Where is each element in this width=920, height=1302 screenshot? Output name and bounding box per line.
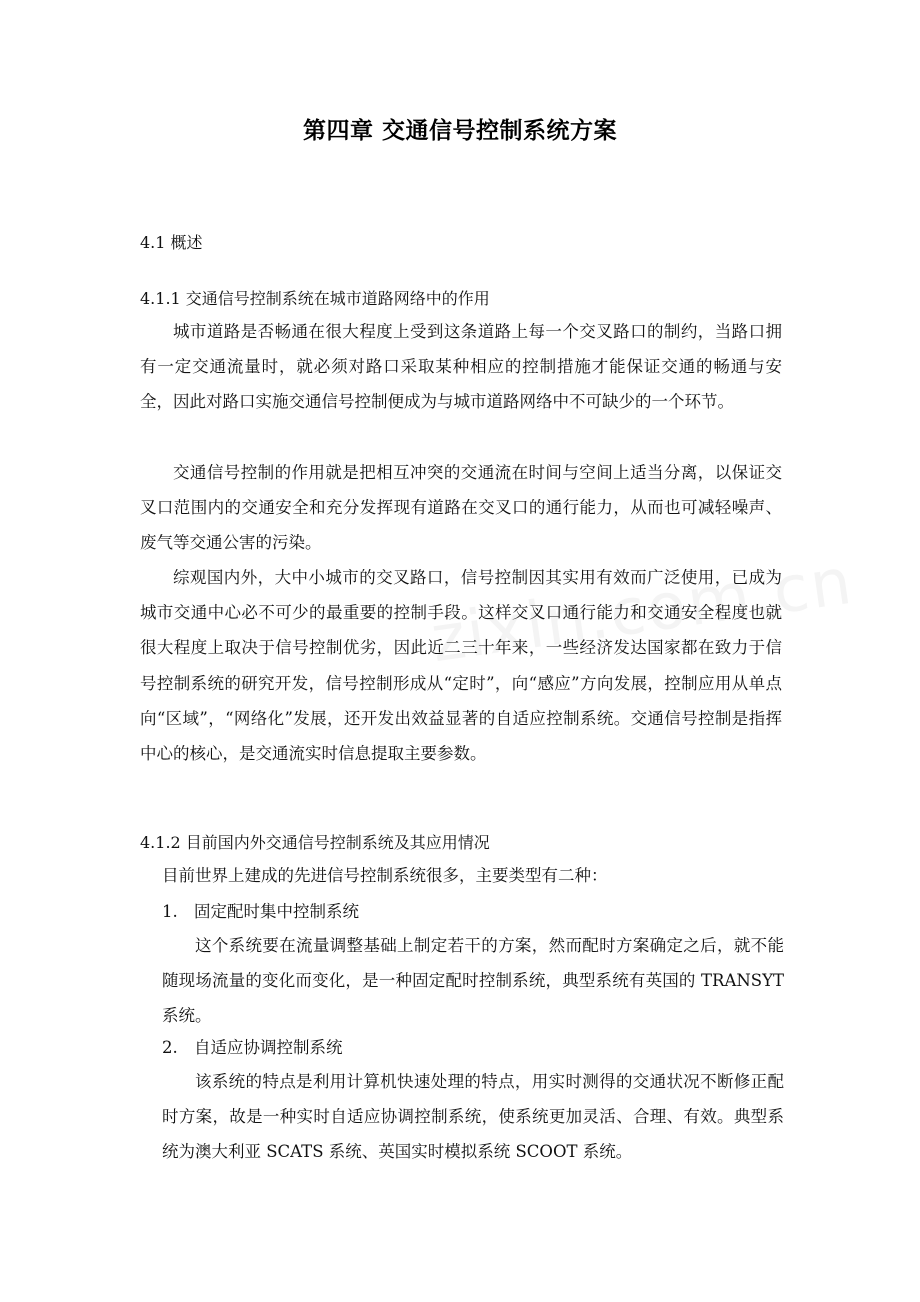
list-item-1-number: 1. xyxy=(162,902,178,921)
list-item-2-label: 自适应协调控制系统 xyxy=(194,1038,343,1057)
list-item-1 xyxy=(162,896,359,928)
section-heading-4-1: 4.1 概述 xyxy=(140,233,203,252)
list-item-2-text: 该系统的特点是利用计算机快速处理的特点，用实时测得的交通状况不断修正配时方案，故是一种实时自适应协调控制系统，使系统更加灵活、合理、有效。典型系统为澳大利亚 SCATS 系统、英国实时模拟系统 SCOOT 系统。 xyxy=(162,1072,784,1161)
list-item-2-number: 2. xyxy=(162,1038,178,1057)
chapter-title: 第四章 交通信号控制系统方案 xyxy=(302,118,617,144)
paragraph-2: 交通信号控制的作用就是把相互冲突的交通流在时间与空间上适当分离，以保证交叉口范围内的交通安全和充分发挥现有道路在交叉口的通行能力，从而也可减轻噪声、废气等交通公害的污染。 xyxy=(140,463,782,553)
paragraph-1: 城市道路是否畅通在很大程度上受到这条道路上每一个交叉路口的制约，当路口拥有一定交通流量时，就必须对路口采取某种相应的控制措施才能保证交通的畅通与安全，因此对路口实施交通信号控制便成为与城市道路网络中不可缺少的一个环节。 xyxy=(140,322,782,412)
list-item-1-text: 这个系统要在流量调整基础上制定若干的方案，然而配时方案确定之后，就不能随现场流量的变化而变化，是一种固定配时控制系统，典型系统有英国的 TRANSYT 系统。 xyxy=(162,936,784,1025)
section-heading-4-1-1: 4.1.1 交通信号控制系统在城市道路网络中的作用 xyxy=(140,289,490,308)
list-item-2 xyxy=(162,1032,343,1064)
section-heading-4-1-2: 4.1.2 目前国内外交通信号控制系统及其应用情况 xyxy=(140,833,490,852)
paragraph-3: 综观国内外，大中小城市的交叉路口，信号控制因其实用有效而广泛使用，已成为城市交通中心必不可少的最重要的控制手段。这样交叉口通行能力和交通安全程度也就很大程度上取决于信号控制优劣，因此近二三十年来，一些经济发达国家都在致力于信号控制系统的研究开发，信号控制形成从“定时”，向“感应”方向发展，控制应用从单点向“区域”，“网络化”发展，还开发出效益显著的自适应控制系统。交通信号控制是指挥中心的核心，是交通流实时信息提取主要参数。 xyxy=(140,568,782,764)
list-item-1-label: 固定配时集中控制系统 xyxy=(194,902,359,921)
intro-line: 目前世界上建成的先进信号控制系统很多，主要类型有二种： xyxy=(162,866,608,885)
